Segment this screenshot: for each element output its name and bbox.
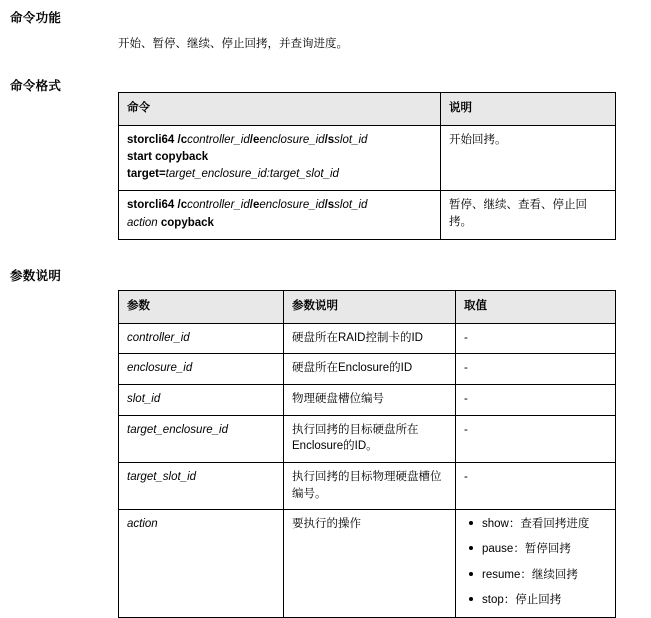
command-c-value: controller_id	[187, 199, 250, 212]
table-row	[119, 415, 616, 462]
parameter-value: -	[456, 385, 616, 416]
command-s-value: slot_id	[334, 133, 368, 146]
parameter-description: 硬盘所在RAID控制卡的ID	[284, 323, 456, 354]
parameter-value: -	[456, 415, 616, 462]
command-function-text: 开始、暂停、继续、停止回拷，并查询进度。	[118, 38, 348, 50]
command-e-flag: /e	[249, 133, 260, 146]
command-s-flag: /s	[324, 133, 335, 146]
command-s-value: slot_id	[334, 199, 368, 212]
command-target-value: target_enclosure_id:target_slot_id	[165, 168, 339, 181]
command-c-flag: /c	[177, 133, 188, 146]
table-row	[119, 385, 616, 416]
parameter-name: target_enclosure_id	[119, 415, 284, 462]
command-syntax-cell	[119, 125, 441, 191]
column-header-parameter: 参数	[119, 291, 284, 324]
command-c-value: controller_id	[187, 133, 250, 146]
table-row	[119, 510, 616, 617]
command-e-flag: /e	[249, 199, 260, 212]
list-item: show：查看回拷进度	[480, 516, 607, 532]
section-heading-command-function: 命令功能	[10, 11, 62, 25]
table-header-row	[119, 291, 616, 324]
table-row	[119, 191, 616, 240]
parameter-value-list	[456, 510, 616, 617]
parameter-value: -	[456, 323, 616, 354]
parameter-description: 物理硬盘槽位编号	[284, 385, 456, 416]
section-heading-parameter-description: 参数说明	[10, 269, 62, 283]
section-heading-command-format: 命令格式	[10, 79, 62, 93]
parameter-description: 要执行的操作	[284, 510, 456, 617]
parameter-name: action	[119, 510, 284, 617]
command-action-placeholder: action	[127, 216, 158, 229]
parameter-description-table	[118, 290, 616, 618]
column-header-command: 命令	[119, 93, 441, 126]
parameter-name: slot_id	[119, 385, 284, 416]
command-prefix: storcli64	[127, 199, 175, 212]
command-s-flag: /s	[324, 199, 335, 212]
list-item: stop：停止回拷	[480, 592, 607, 608]
parameter-name: target_slot_id	[119, 463, 284, 510]
command-description-cell: 暂停、继续、查看、停止回拷。	[441, 191, 616, 240]
column-header-parameter-description: 参数说明	[284, 291, 456, 324]
command-prefix: storcli64	[127, 133, 175, 146]
command-c-flag: /c	[177, 199, 188, 212]
command-action-start: start copyback	[127, 150, 209, 163]
parameter-name: controller_id	[119, 323, 284, 354]
parameter-name: enclosure_id	[119, 354, 284, 385]
parameter-description: 执行回拷的目标物理硬盘槽位编号。	[284, 463, 456, 510]
command-description-cell: 开始回拷。	[441, 125, 616, 191]
list-item: resume：继续回拷	[480, 567, 607, 583]
column-header-value: 取值	[456, 291, 616, 324]
command-format-table	[118, 92, 616, 240]
column-header-description: 说明	[441, 93, 616, 126]
parameter-description: 硬盘所在Enclosure的ID	[284, 354, 456, 385]
table-row	[119, 323, 616, 354]
list-item: pause：暂停回拷	[480, 541, 607, 557]
command-target-label: target=	[127, 168, 166, 181]
table-row	[119, 125, 616, 191]
command-e-value: enclosure_id	[259, 133, 325, 146]
table-header-row	[119, 93, 616, 126]
parameter-description: 执行回拷的目标硬盘所在Enclosure的ID。	[284, 415, 456, 462]
action-option-list	[464, 516, 607, 607]
command-keyword-copyback: copyback	[160, 216, 214, 229]
table-row	[119, 354, 616, 385]
command-e-value: enclosure_id	[259, 199, 325, 212]
table-row	[119, 463, 616, 510]
parameter-value: -	[456, 463, 616, 510]
command-syntax-cell	[119, 191, 441, 240]
parameter-value: -	[456, 354, 616, 385]
